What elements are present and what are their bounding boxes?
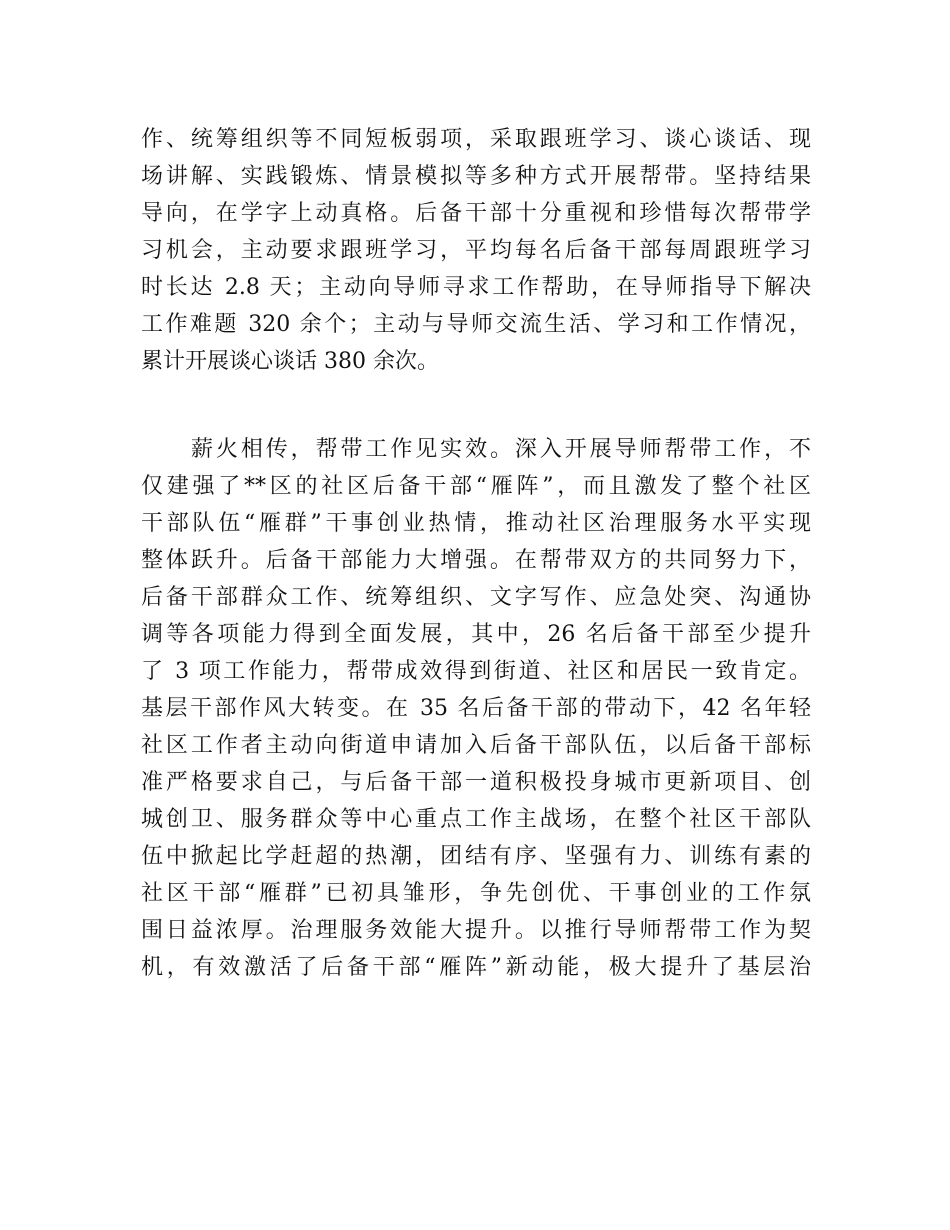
text-line: 工作难题 320 余个；主动与导师交流生活、学习和工作情况， xyxy=(141,312,811,337)
text-line: 仅建强了**区的社区后备干部“雁阵”，而且激发了整个社区 xyxy=(141,474,811,499)
text-line: 时长达 2.8 天；主动向导师寻求工作帮助，在导师指导下解决 xyxy=(141,275,811,300)
text-line: 调等各项能力得到全面发展，其中，26 名后备干部至少提升 xyxy=(141,622,811,647)
text-line: 整体跃升。后备干部能力大增强。在帮带双方的共同努力下， xyxy=(141,548,811,573)
text-line: 干部队伍“雁群”干事创业热情，推动社区治理服务水平实现 xyxy=(141,511,811,536)
text-line: 社区工作者主动向街道申请加入后备干部队伍，以后备干部标 xyxy=(141,733,811,758)
paragraph-1 xyxy=(141,121,811,380)
text-line: 薪火相传，帮带工作见实效。深入开展导师帮带工作，不 xyxy=(191,437,811,462)
text-line: 社区干部“雁群”已初具雏形，争先创优、干事创业的工作氛 xyxy=(141,881,811,906)
text-line: 基层干部作风大转变。在 35 名后备干部的带动下，42 名年轻 xyxy=(141,696,811,721)
text-line: 围日益浓厚。治理服务效能大提升。以推行导师帮带工作为契 xyxy=(141,918,811,943)
text-line: 城创卫、服务群众等中心重点工作主战场，在整个社区干部队 xyxy=(141,807,811,832)
text-line: 后备干部群众工作、统筹组织、文字写作、应急处突、沟通协 xyxy=(141,585,811,610)
text-line: 场讲解、实践锻炼、情景模拟等多种方式开展帮带。坚持结果 xyxy=(141,164,811,189)
text-line: 伍中掀起比学赶超的热潮，团结有序、坚强有力、训练有素的 xyxy=(141,844,811,869)
text-line: 作、统筹组织等不同短板弱项，采取跟班学习、谈心谈话、现 xyxy=(141,127,811,152)
paragraph-2 xyxy=(141,431,811,986)
text-line: 导向，在学字上动真格。后备干部十分重视和珍惜每次帮带学 xyxy=(141,201,811,226)
text-line: 累计开展谈心谈话 380 余次。 xyxy=(141,349,439,374)
text-line: 机，有效激活了后备干部“雁阵”新动能，极大提升了基层治 xyxy=(141,955,811,980)
text-line: 准严格要求自己，与后备干部一道积极投身城市更新项目、创 xyxy=(141,770,811,795)
text-line: 了 3 项工作能力，帮带成效得到街道、社区和居民一致肯定。 xyxy=(141,659,811,684)
text-line: 习机会，主动要求跟班学习，平均每名后备干部每周跟班学习 xyxy=(141,238,811,263)
